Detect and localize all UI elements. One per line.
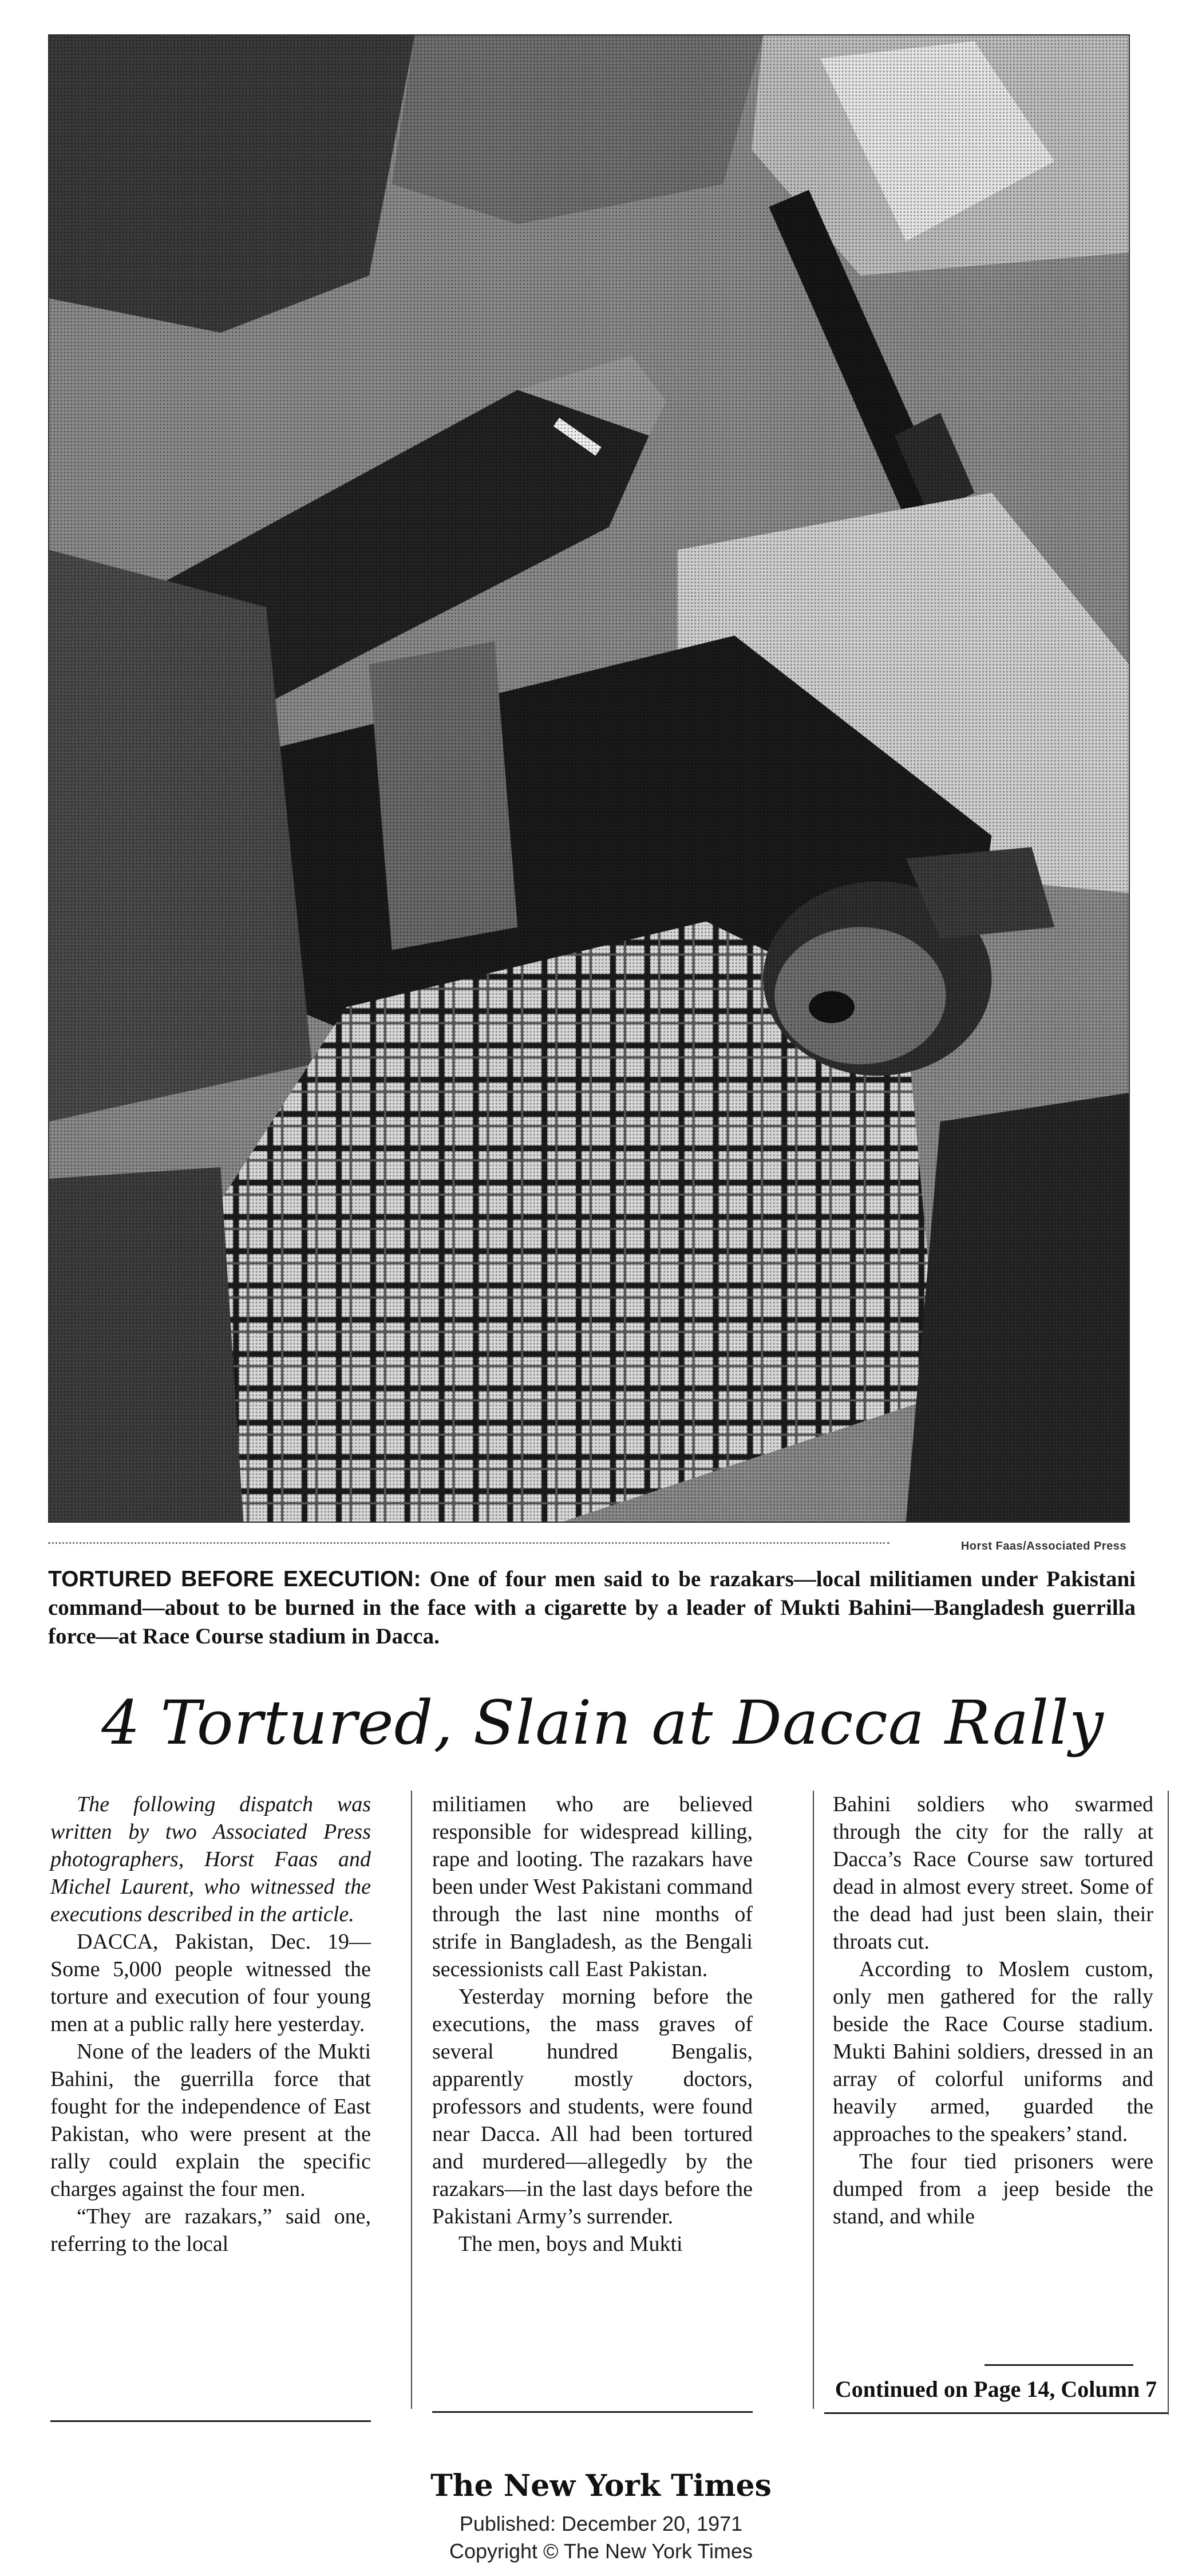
caption-lead: TORTURED BEFORE EXECUTION:: [48, 1567, 421, 1591]
column-end-rule: [432, 2411, 753, 2413]
dispatch-note: The following dispatch was written by two Associated Press photographers, Horst Faas and Michel Laurent, who witnessed the executions described in the article.: [50, 1792, 371, 1926]
paragraph: The men, boys and Mukti: [458, 2232, 683, 2256]
column-divider: [1168, 1791, 1169, 2415]
paragraph: None of the leaders of the Mukti Bahini, the guerrilla force that fought for the independence of East Pakistan, who were present at the rally could explain the specific charges against the four men.: [50, 2040, 371, 2201]
paragraph: DACCA, Pakistan, Dec. 19—Some 5,000 people witnessed the torture and execution of four young men at a public rally here yesterday.: [50, 1930, 371, 2036]
article-column-2: [432, 1791, 753, 2258]
paragraph: “They are razakars,” said one, referring to the local: [50, 2204, 371, 2256]
credit-rule: [48, 1542, 889, 1544]
published-date: Published: December 20, 1971: [459, 2512, 743, 2535]
continued-link[interactable]: Continued on Page 14, Column 7: [835, 2376, 1157, 2402]
paragraph: The four tied prisoners were dumped from a jeep beside the stand, and while: [833, 2150, 1153, 2229]
headline: 4 Tortured, Slain at Dacca Rally: [101, 1688, 1104, 1758]
photo-caption: [48, 1565, 1136, 1651]
news-photo: [48, 34, 1130, 1523]
paragraph: According to Moslem custom, only men gathered for the rally beside the Race Course stadium. Mukti Bahini soldiers, dressed in an array of colorful uniforms and heavily armed, guarded the approaches to the speakers’ stand.: [833, 1957, 1153, 2146]
nyt-logo: The New York Times: [430, 2468, 772, 2503]
article-column-1: [50, 1791, 371, 2258]
column-divider: [813, 1791, 814, 2409]
paragraph: militiamen who are believed responsible for widespread killing, rape and looting. The razakars have been under West Pakistani command through the last nine months of strife in Bangladesh, as the Bengali secessionists call East Pakistan.: [432, 1792, 753, 1981]
column-end-rule: [50, 2420, 371, 2422]
article-column-3: [833, 1791, 1153, 2230]
paragraph: Bahini soldiers who swarmed through the city for the rally at Dacca’s Race Course saw tortured dead in almost every street. Some of the dead had just been slain, their throats cut.: [833, 1792, 1153, 1954]
continued-rule: [984, 2364, 1133, 2366]
column-divider: [411, 1791, 412, 2409]
column-end-rule: [824, 2412, 1168, 2414]
caption-text: One of four men said to be razakars—local militiamen under Pakistani command—about to be burned in the face with a cigarette by a leader of Mukti Bahini—Bangladesh guerrilla force—at Race Course stadium in Dacca.: [48, 1567, 1136, 1649]
paragraph: Yesterday morning before the executions, the mass graves of several hundred Bengalis, apparently mostly doctors, professors and students, were found near Dacca. All had been tortured and murdered—allegedly by the razakars—in the last days before the Pakistani Army’s surrender.: [432, 1985, 753, 2229]
photo-credit: Horst Faas/Associated Press: [960, 1540, 1126, 1552]
photo-image: [49, 35, 1129, 1522]
copyright: Copyright © The New York Times: [449, 2539, 753, 2563]
